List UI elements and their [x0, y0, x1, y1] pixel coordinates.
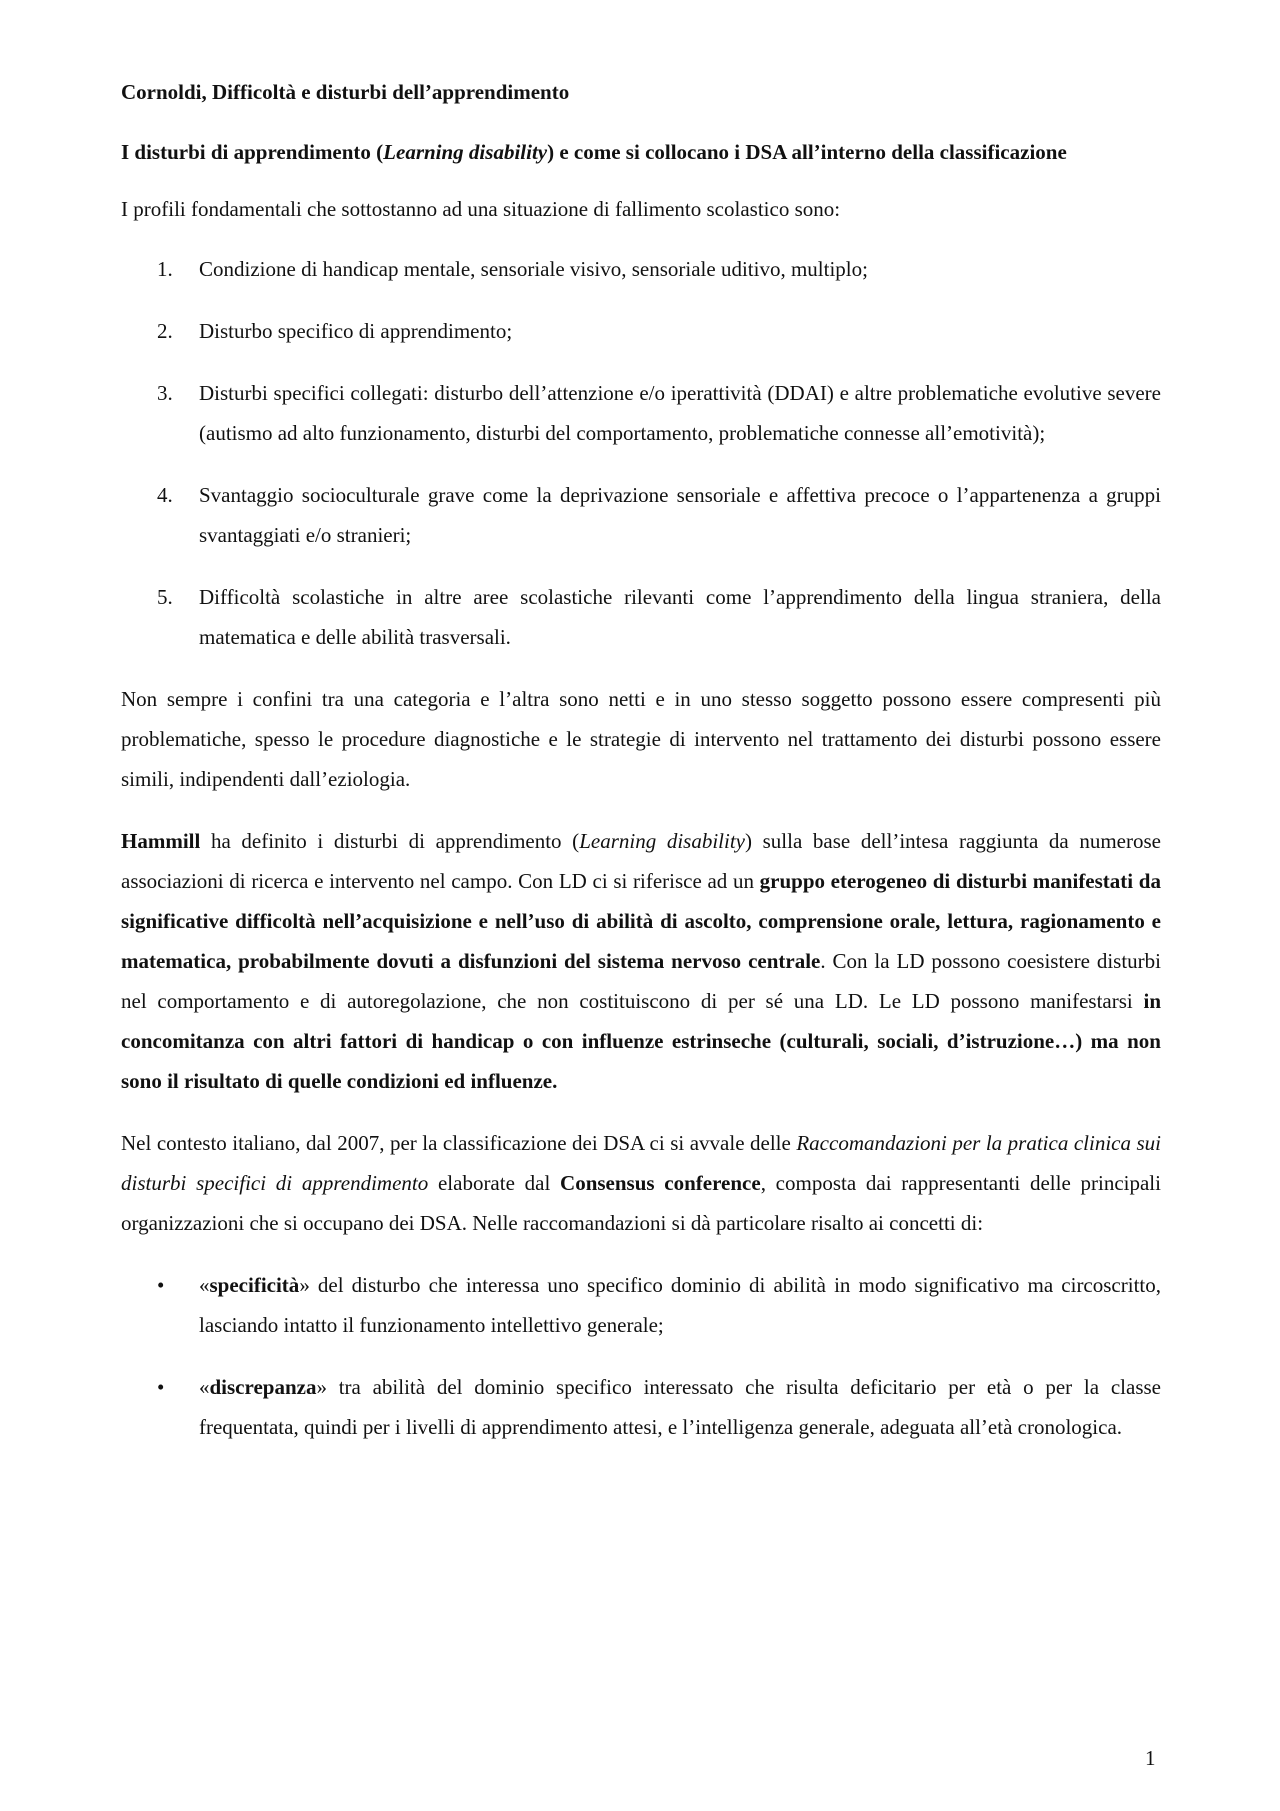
intro-text: I profili fondamentali che sottostanno ad una situazione di fallimento scolastico sono:: [121, 197, 841, 221]
list-item: 3. Disturbi specifici collegati: disturbo dell’attenzione e/o iperattività (DDAI) e altre problematiche evolutive severe (autismo ad alto funzionamento, disturbi del comportamento, problematiche connesse all’emotività);: [157, 381, 1161, 445]
paragraph: Nel contesto italiano, dal 2007, per la classificazione dei DSA ci si avvale delle Raccomandazioni per la pratica clinica sui disturbi specifici di apprendimento elaborate dal Consensus conference, composta dai rappresentanti delle principali organizzazioni che si occupano dei DSA. Nelle raccomandazioni si dà particolare risalto ai concetti di:: [121, 1131, 1161, 1235]
doc-title: Cornoldi, Difficoltà e disturbi dell’apprendimento: [121, 80, 570, 104]
paragraph: Non sempre i confini tra una categoria e l’altra sono netti e in uno stesso soggetto possono essere compresenti più problematiche, spesso le procedure diagnostiche e le strategie di intervento nel trattamento dei disturbi possono essere simili, indipendenti dall’eziologia.: [121, 687, 1161, 791]
page-number: 1: [1145, 1746, 1156, 1770]
list-item: 5. Difficoltà scolastiche in altre aree scolastiche rilevanti come l’apprendimento della lingua straniera, della matematica e delle abilità trasversali.: [157, 585, 1161, 649]
list-item: 2. Disturbo specifico di apprendimento;: [157, 319, 513, 343]
bullet-item: • «specificità» del disturbo che interessa uno specifico dominio di abilità in modo significativo ma circoscritto, lasciando intatto il funzionamento intellettivo generale;: [157, 1273, 1161, 1337]
paragraph: Hammill ha definito i disturbi di apprendimento (Learning disability) sulla base dell’intesa raggiunta da numerose associazioni di ricerca e intervento nel campo. Con LD ci si riferisce ad un gruppo eterogeneo di disturbi manifestati da significative difficoltà nell’acquisizione e nell’uso di abilità di ascolto, comprensione orale, lettura, ragionamento e matematica, probabilmente dovuti a disfunzioni del sistema nervoso centrale. Con la LD possono coesistere disturbi nel comportamento e di autoregolazione, che non costituiscono di per sé una LD. Le LD possono manifestarsi in concomitanza con altri fattori di handicap o con influenze estrinseche (culturali, sociali, d’istruzione…) ma non sono il risultato di quelle condizioni ed influenze.: [121, 829, 1161, 1093]
bullet-item: • «discrepanza» tra abilità del dominio specifico interessato che risulta deficitario per età o per la classe frequentata, quindi per i livelli di apprendimento attesi, e l’intelligenza generale, adeguata all’età cronologica.: [157, 1375, 1161, 1439]
list-item: 4. Svantaggio socioculturale grave come la deprivazione sensoriale e affettiva precoce o l’appartenenza a gruppi svantaggiati e/o stranieri;: [157, 483, 1161, 547]
list-item: 1. Condizione di handicap mentale, sensoriale visivo, sensoriale uditivo, multiplo;: [157, 257, 868, 281]
section-heading: I disturbi di apprendimento (Learning disability) e come si collocano i DSA all’interno della classificazione: [121, 140, 1067, 164]
